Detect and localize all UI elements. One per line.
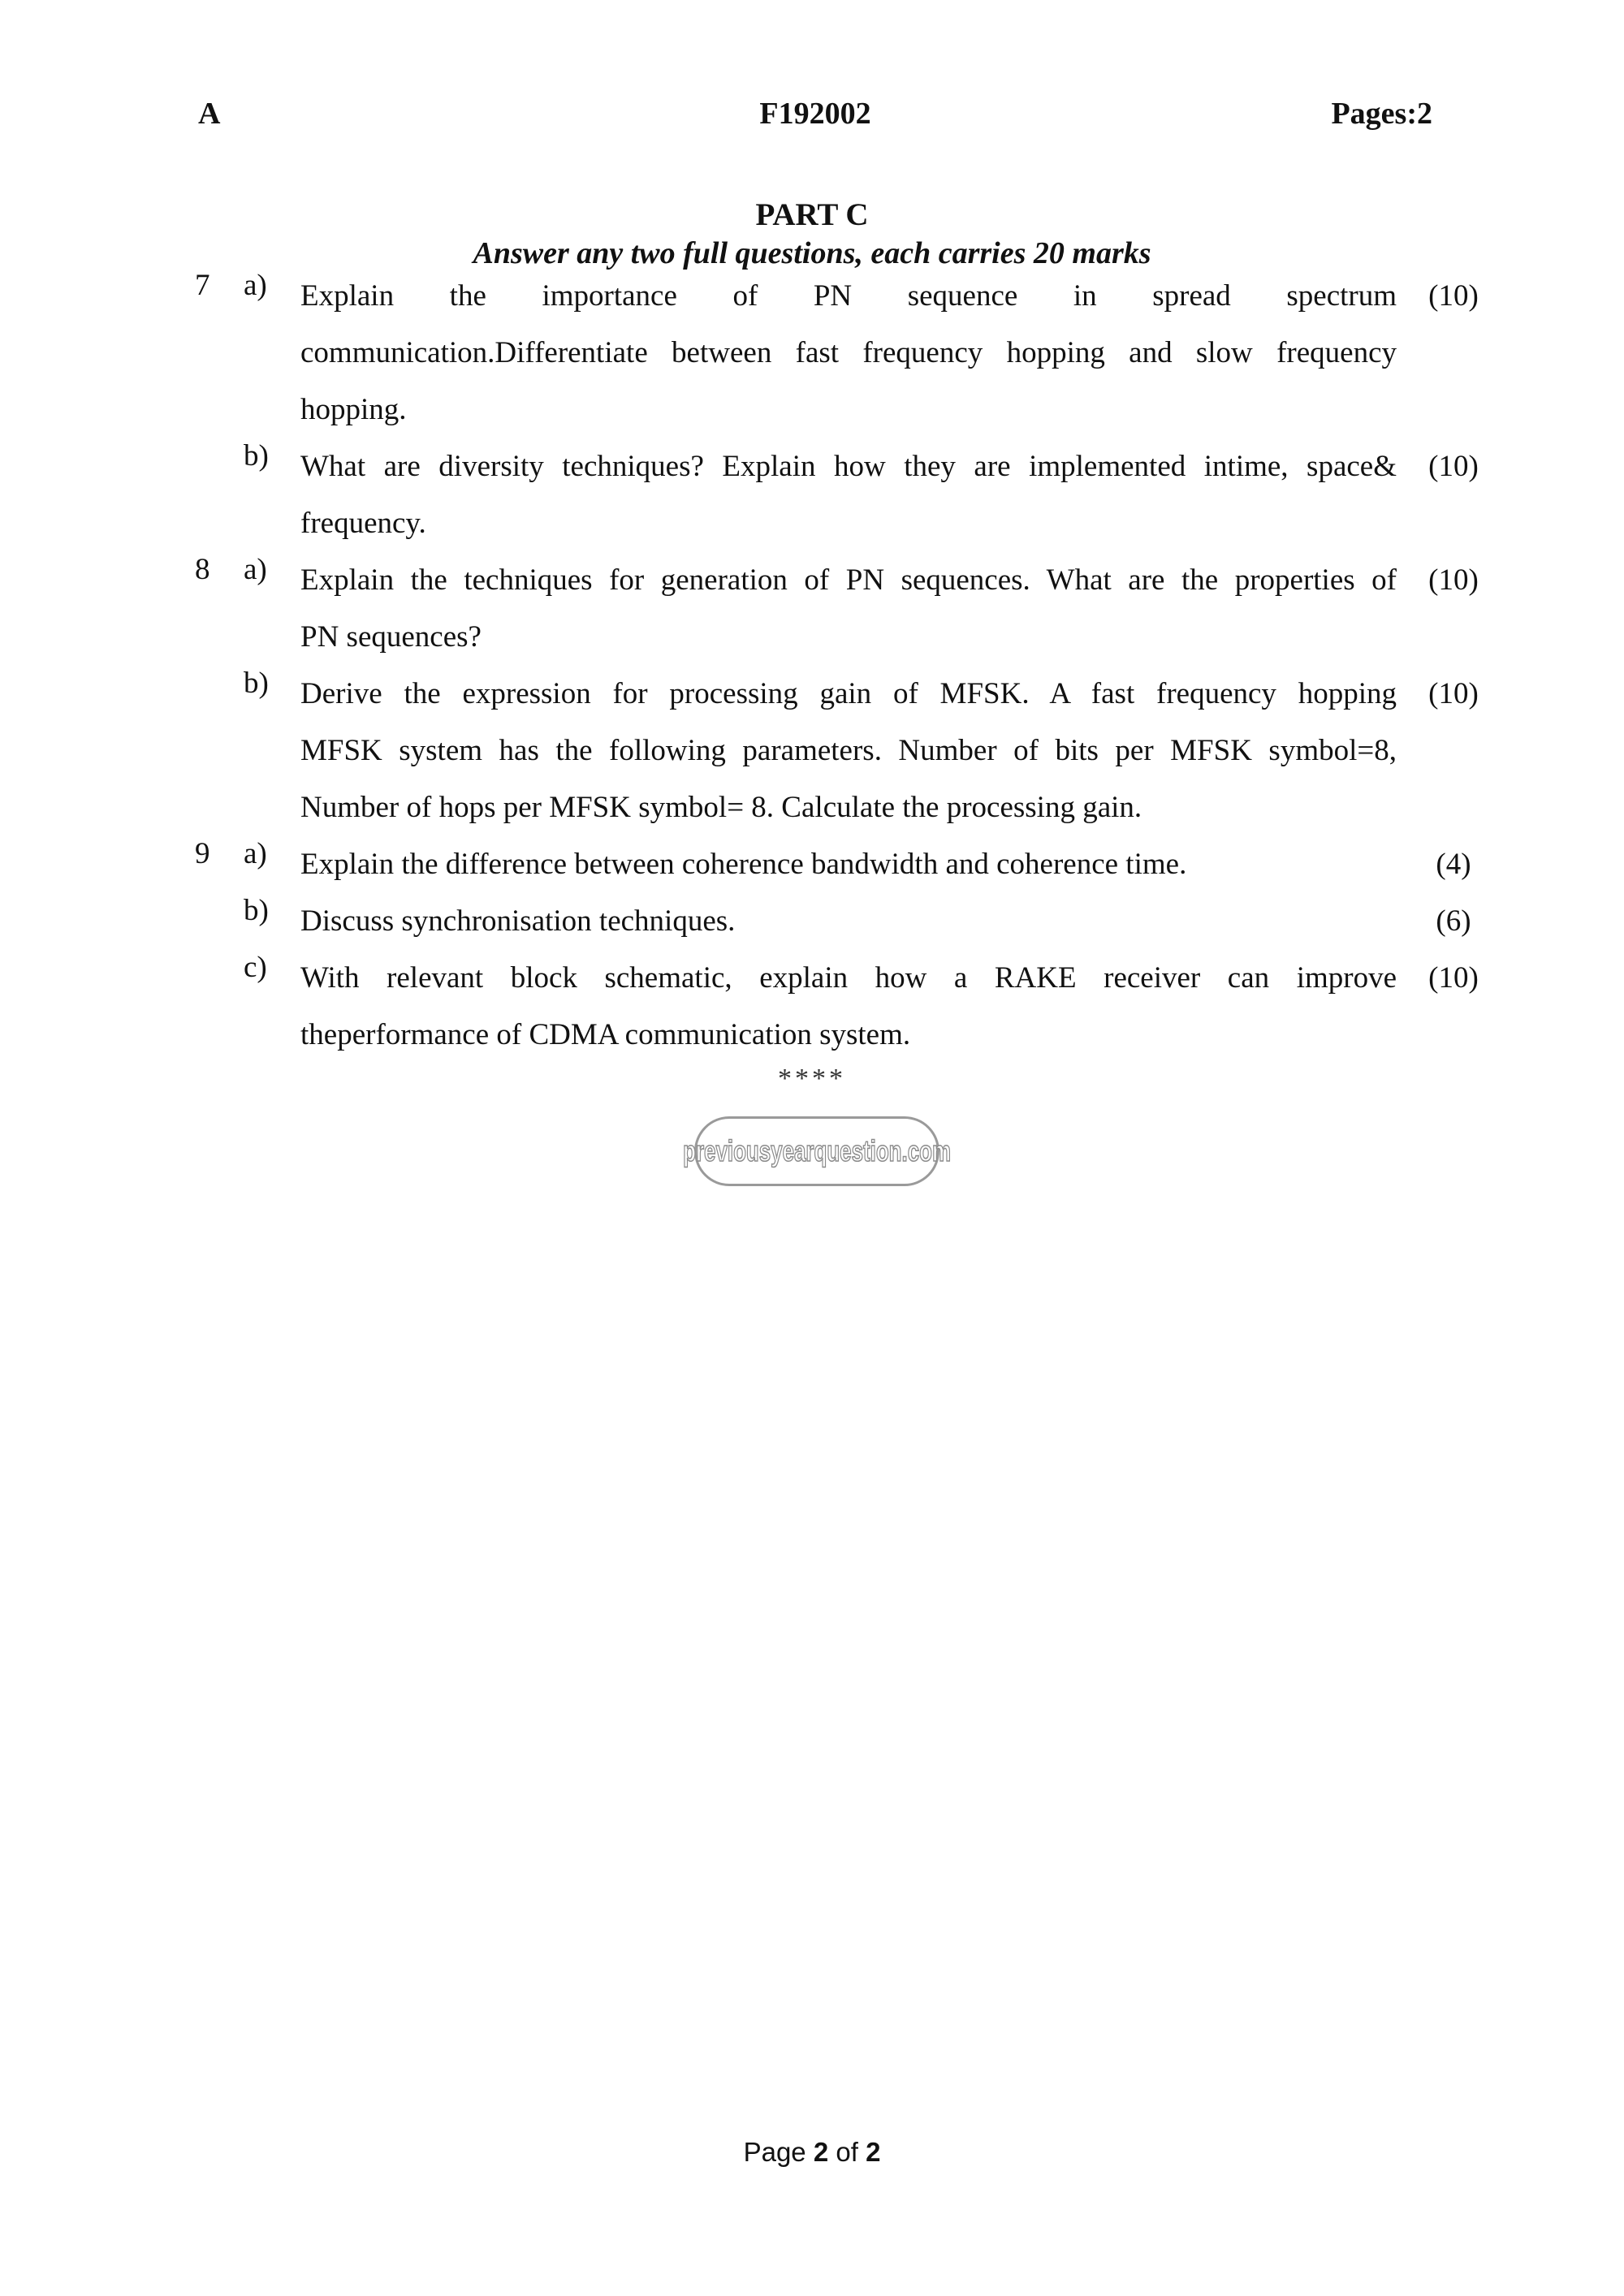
footer-of: of [836,2137,858,2167]
question-text [300,552,1397,666]
question-line: theperformance of CDMA communication system. [300,1018,911,1051]
question-number: 7 [195,269,210,302]
question-number: 8 [195,553,210,586]
question-text [300,893,1397,950]
paper-code: F192002 [759,97,871,131]
question-line: Number of hops per MFSK symbol= 8. Calculate the processing gain. [300,791,1142,824]
page-count: Pages:2 [1331,97,1432,131]
question-line: communication.Differentiate between fast frequency hopping and slow frequency [300,336,1397,369]
question-line: Derive the expression for processing gain of MFSK. A fast frequency hopping [300,677,1397,710]
subquestion-label: a) [244,269,267,302]
question-text [300,836,1397,893]
subquestion-label: b) [244,667,269,700]
footer-current-page: 2 [813,2137,829,2167]
question-line: MFSK system has the following parameters. Number of bits per MFSK symbol=8, [300,734,1397,767]
marks-label: (6) [1436,904,1471,938]
end-marker: **** [778,1064,846,1094]
footer-total-pages: 2 [866,2137,881,2167]
question-line: What are diversity techniques? Explain how they are implemented intime, space& [300,450,1397,483]
marks-label: (10) [1428,563,1479,597]
question-line: Explain the difference between coherence bandwidth and coherence time. [300,848,1187,881]
question-line: With relevant block schematic, explain how a RAKE receiver can improve [300,961,1397,995]
marks-label: (10) [1428,450,1479,483]
watermark-logo [683,1116,951,1186]
question-line: Explain the importance of PN sequence in spread spectrum [300,279,1397,313]
subquestion-label: c) [244,951,267,984]
question-text [300,666,1397,836]
marks-label: (10) [1428,961,1479,995]
watermark-text: previousyearquestion.com [683,1134,951,1167]
marks-label: (4) [1436,848,1471,881]
part-title: PART C [755,197,869,232]
question-line: Explain the techniques for generation of PN sequences. What are the properties of [300,563,1397,597]
question-number: 9 [195,837,210,870]
question-line: hopping. [300,393,407,426]
part-instructions: Answer any two full questions, each carries 20 marks [473,236,1151,270]
footer-prefix: Page [743,2137,806,2167]
page-header [198,96,1432,145]
subquestion-label: a) [244,553,267,586]
question-line: Discuss synchronisation techniques. [300,904,736,938]
page-footer [0,2137,1624,2168]
question-line: PN sequences? [300,620,482,654]
question-line: frequency. [300,507,426,540]
subquestion-label: a) [244,837,267,870]
question-text [300,438,1397,552]
marks-label: (10) [1428,279,1479,313]
subquestion-label: b) [244,894,269,927]
subquestion-label: b) [244,439,269,473]
question-text [300,268,1397,438]
marks-label: (10) [1428,677,1479,710]
question-text [300,950,1397,1064]
set-label: A [198,97,221,131]
